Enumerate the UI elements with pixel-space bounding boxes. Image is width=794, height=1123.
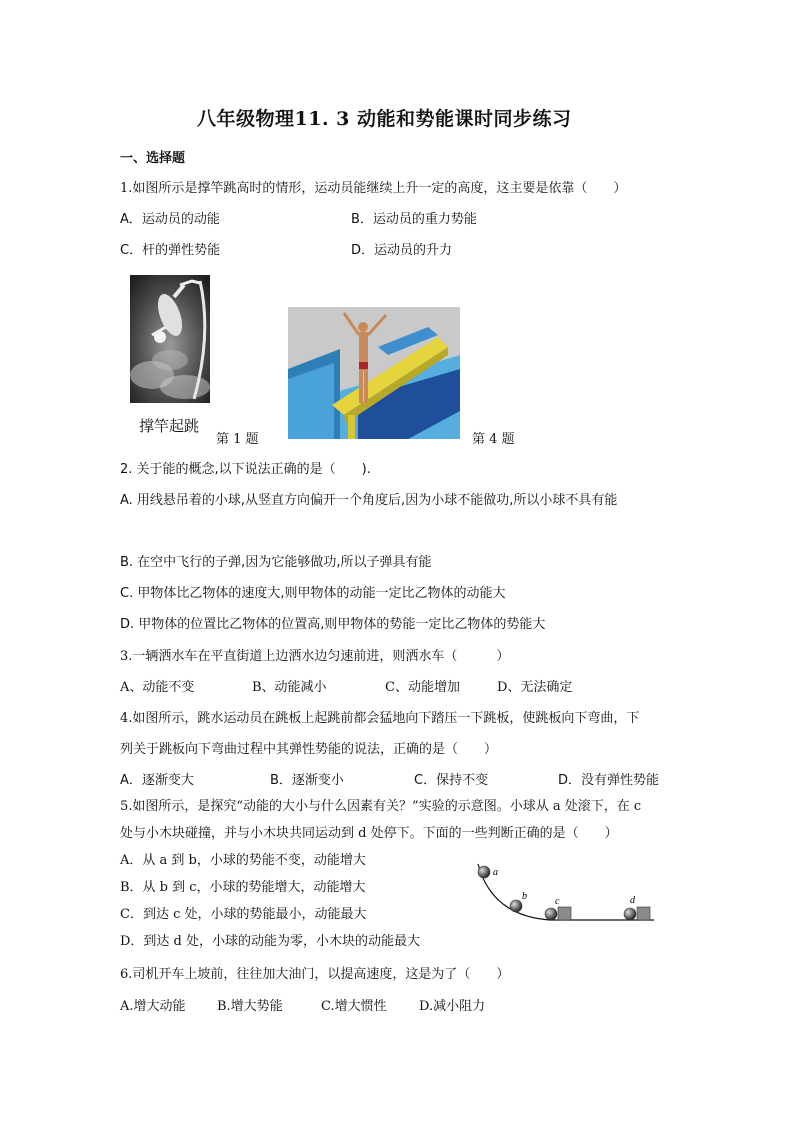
- section-heading: 一、选择题: [120, 151, 186, 166]
- q5-option-b: B．从 b 到 c，小球的势能增大，动能增大: [120, 880, 366, 895]
- figure-label-q1: 第 1 题: [216, 432, 259, 447]
- q3-stem: 3.一辆洒水车在平直街道上边洒水边匀速前进，则洒水车（ ）: [120, 649, 510, 664]
- figure-label-q4: 第 4 题: [472, 432, 515, 447]
- q4-option-c: C．保持不变: [414, 773, 489, 788]
- q2-stem: 2. 关于能的概念,以下说法正确的是（ ).: [120, 462, 371, 477]
- q1-option-a: A．运动员的动能: [120, 212, 220, 227]
- q2-option-a: A. 用线悬吊着的小球,从竖直方向偏开一个角度后,因为小球不能做功,所以小球不具有能: [120, 493, 618, 508]
- q1-option-d: D．运动员的升力: [351, 243, 453, 258]
- q4-stem-line2: 列关于跳板向下弯曲过程中其弹性势能的说法，正确的是（ ）: [120, 742, 498, 757]
- page-title: 八年级物理11. 3 动能和势能课时同步练习: [197, 108, 572, 130]
- q6-option-d: D.减小阻力: [419, 999, 486, 1014]
- q5-stem-line1: 5.如图所示，是探究“动能的大小与什么因素有关？”实验的示意图。小球从 a 处滚下，在 c: [120, 799, 642, 814]
- q5-stem-line2: 处与小木块碰撞，并与小木块共同运动到 d 处停下。下面的一些判断正确的是（ ）: [120, 826, 618, 841]
- diagram-label-b: b: [522, 891, 527, 902]
- pole-vault-caption: 撑竿起跳: [139, 417, 200, 435]
- rolling-ball-diagram: [470, 858, 660, 928]
- q1-option-b: B．运动员的重力势能: [351, 212, 477, 227]
- q4-stem-line1: 4.如图所示，跳水运动员在跳板上起跳前都会猛地向下踏压一下跳板，使跳板向下弯曲，下: [120, 711, 640, 726]
- q5-option-a: A．从 a 到 b，小球的势能不变，动能增大: [120, 853, 366, 868]
- q4-option-b: B．逐渐变小: [270, 773, 344, 788]
- q2-option-c: C. 甲物体比乙物体的速度大,则甲物体的动能一定比乙物体的动能大: [120, 586, 506, 601]
- q6-option-c: C.增大惯性: [321, 999, 387, 1014]
- diagram-label-d: d: [630, 895, 635, 906]
- q6-stem: 6.司机开车上坡前，往往加大油门，以提高速度，这是为了（ ）: [120, 967, 510, 982]
- diagram-label-a: a: [493, 867, 498, 878]
- q2-option-b: B. 在空中飞行的子弹,因为它能够做功,所以子弹具有能: [120, 555, 432, 570]
- q3-option-b: B、动能减小: [252, 680, 327, 695]
- diver-springboard-image: [288, 307, 460, 439]
- q2-option-d: D. 甲物体的位置比乙物体的位置高,则甲物体的势能一定比乙物体的势能大: [120, 617, 546, 632]
- q3-option-d: D、无法确定: [497, 680, 573, 695]
- pole-vault-photo: [130, 275, 210, 403]
- q4-option-a: A．逐渐变大: [120, 773, 194, 788]
- q3-option-c: C、动能增加: [385, 680, 460, 695]
- q5-option-c: C．到达 c 处，小球的势能最小，动能最大: [120, 907, 367, 922]
- q4-option-d: D．没有弹性势能: [558, 773, 660, 788]
- q6-option-b: B.增大势能: [217, 999, 283, 1014]
- q6-option-a: A.增大动能: [120, 999, 186, 1014]
- q5-option-d: D．到达 d 处，小球的动能为零，小木块的动能最大: [120, 934, 421, 949]
- q1-option-c: C．杆的弹性势能: [120, 243, 221, 258]
- q1-stem: 1.如图所示是撑竿跳高时的情形，运动员能继续上升一定的高度，这主要是依靠（ ）: [120, 181, 627, 196]
- q3-option-a: A、动能不变: [120, 680, 195, 695]
- diagram-label-c: c: [555, 896, 560, 907]
